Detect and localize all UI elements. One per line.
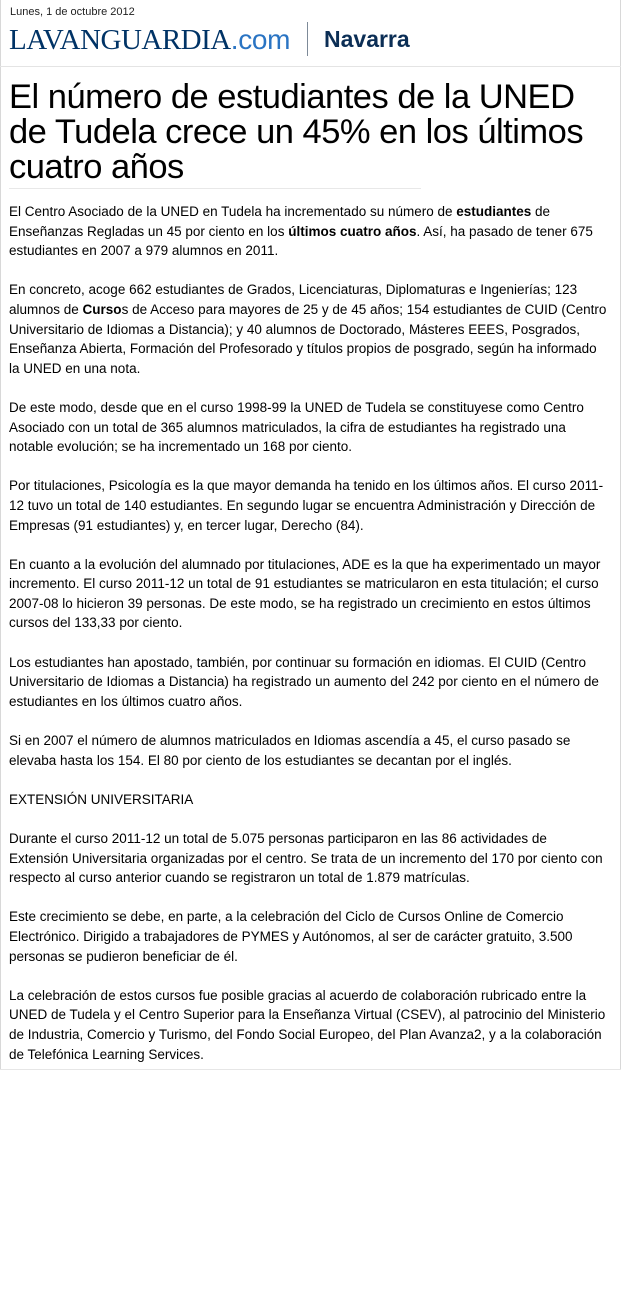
lavanguardia-logo[interactable] <box>9 24 290 56</box>
article-paragraph-5: En cuanto a la evolución del alumnado por titulaciones, ADE es la que ha experimentado un mayor incremento. El curso 2011-12 un total de 91 estudiantes se matricularon en esta titulación; el curso 2007-08 lo hicieron 39 personas. De este modo, se ha registrado un crecimiento en estos últimos cursos del 133,33 por ciento. <box>9 556 601 631</box>
article-headline: El número de estudiantes de la UNED de Tudela crece un 45% en los últimos cuatro años <box>9 78 584 186</box>
highlighted-term: Curso <box>82 301 122 317</box>
section-name[interactable]: Navarra <box>324 26 410 52</box>
logo-main-text: LAVANGUARDIA <box>9 24 231 56</box>
article-subheading: EXTENSIÓN UNIVERSITARIA <box>9 791 194 807</box>
masthead-divider <box>307 22 308 56</box>
article-paragraph-9: Este crecimiento se debe, en parte, a la celebración del Ciclo de Cursos Online de Comercio Electrónico. Dirigido a trabajadores de PYMES y Autónomos, al ser de carácter gratuito, 3.500 personas se pudieron beneficiar de él. <box>9 909 573 964</box>
logo-domain-text: .com <box>230 24 291 55</box>
page-bottom-border <box>0 1069 621 1070</box>
paragraph-text: s de Acceso para mayores de 25 y de 45 años; 154 estudiantes de CUID (Centro Universitario de Idiomas a Distancia); y 40 alumnos de Doctorado, Másteres EEES, Posgrados, Enseñanza Abierta, Formación del Profesorado y títulos propios de posgrado, según ha informado la UNED en una nota. <box>9 301 607 376</box>
highlighted-term: últimos cuatro años <box>288 223 417 239</box>
page-left-border <box>0 0 1 1070</box>
publication-date: Lunes, 1 de octubre 2012 <box>10 6 135 18</box>
paragraph-text: El Centro Asociado de la UNED en Tudela ha incrementado su número de <box>9 204 457 219</box>
paragraph-text: En concreto, acoge 662 estudiantes de Grados, Licenciaturas, Diplomaturas e Ingenierías; 123 alumnos de <box>9 282 578 317</box>
article-paragraph-3: De este modo, desde que en el curso 1998-99 la UNED de Tudela se constituyese como Centro Asociado con un total de 365 alumnos matriculados, la cifra de estudiantes ha registrado una notable evolución; se ha incrementado un 168 por ciento. <box>9 399 584 455</box>
article-paragraph-7: Si en 2007 el número de alumnos matriculados en Idiomas ascendía a 45, el curso pasado se elevaba hasta los 154. El 80 por ciento de los estudiantes se decantan por el inglés. <box>9 733 571 768</box>
article-paragraph-1 <box>9 202 609 261</box>
highlighted-term: estudiantes <box>456 204 532 219</box>
article-paragraph-8: Durante el curso 2011-12 un total de 5.075 personas participaron en las 86 actividades de Extensión Universitaria organizadas por el centro. Se trata de un incremento del 170 por ciento con respecto al curso anterior cuando se registraron un total de 1.879 matrículas. <box>9 831 603 886</box>
article-paragraph-4: Por titulaciones, Psicología es la que mayor demanda ha tenido en los últimos años. El curso 2011-12 tuvo un total de 140 estudiantes. En segundo lugar se encuentra Administración y Dirección de Empresas (91 estudiantes) y, en tercer lugar, Derecho (84). <box>9 478 604 533</box>
headline-separator <box>9 188 421 189</box>
article-paragraph-10: La celebración de estos cursos fue posible gracias al acuerdo de colaboración rubricado entre la UNED de Tudela y el Centro Superior para la Enseñanza Virtual (CSEV), al patrocinio del Ministerio de Industria, Comercio y Turismo, del Fondo Social Europeo, del Plan Avanza2, y a la colaboración de Telefónica Learning Services. <box>9 987 606 1062</box>
article-body <box>9 202 609 1064</box>
paragraph-text: de Enseñanzas Regladas un 45 por ciento en los <box>9 204 551 239</box>
header-separator <box>0 66 621 67</box>
article-paragraph-6: Los estudiantes han apostado, también, por continuar su formación en idiomas. El CUID (Centro Universitario de Idiomas a Distancia) ha registrado un aumento del 242 por ciento en el número de estudiantes en los últimos cuatro años. <box>9 654 599 709</box>
paragraph-text: . Así, ha pasado de tener 675 estudiantes en 2007 a 979 alumnos en 2011. <box>9 223 593 259</box>
article-paragraph-2 <box>9 280 609 378</box>
masthead <box>9 20 290 56</box>
